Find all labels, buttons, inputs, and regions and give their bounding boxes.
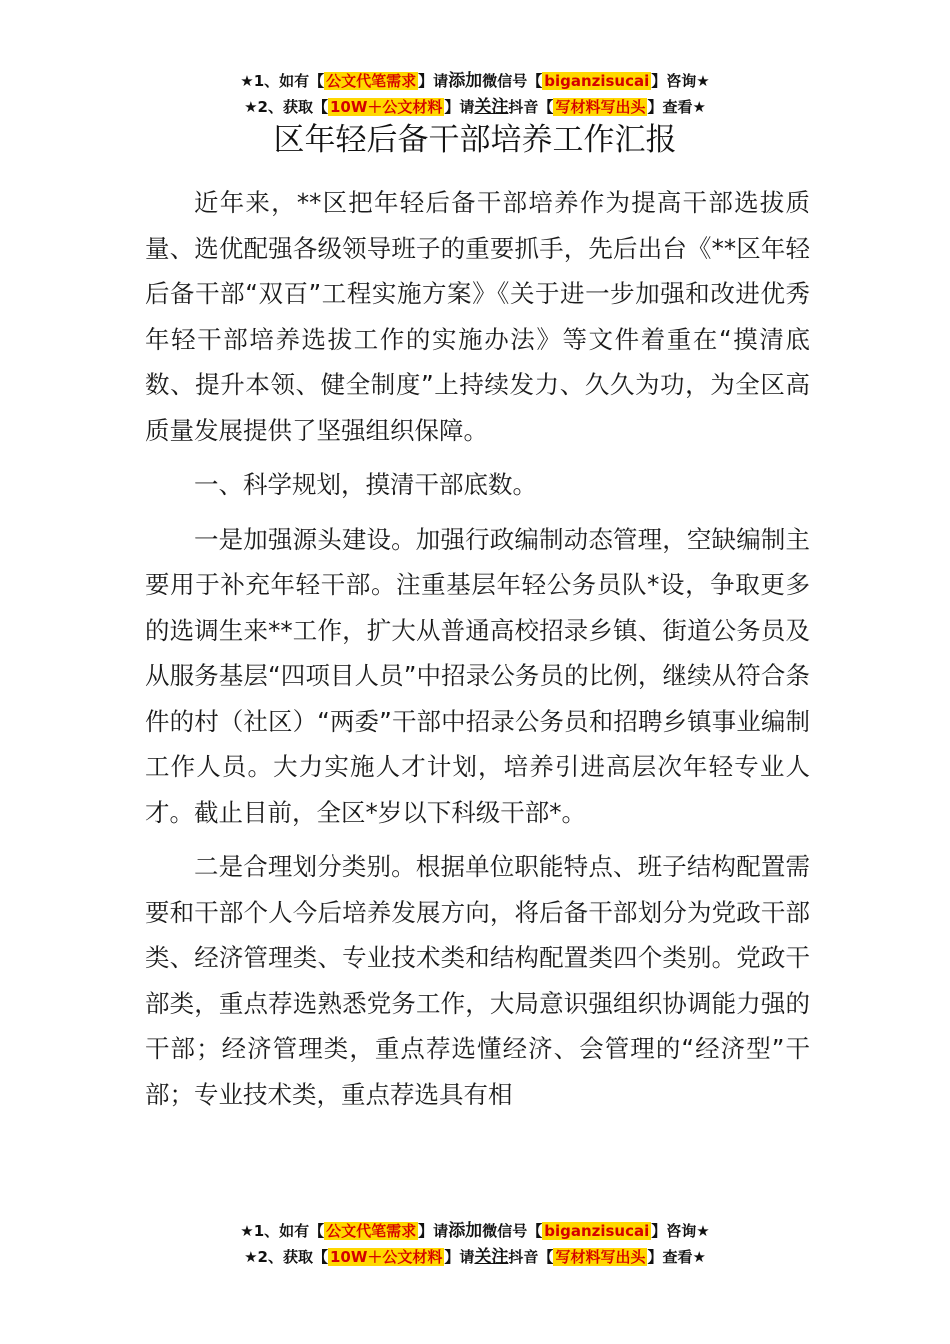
promo-emphasis-add: 添加 — [448, 1221, 483, 1241]
promo-line-1-prefix: ★1、如有【 — [240, 1222, 325, 1240]
promo-line-2-suffix: 】查看★ — [647, 1248, 706, 1266]
promo-highlight-douyin-account: 写材料写出头 — [555, 98, 646, 116]
promo-highlight-wechat-id: biganzisucai — [544, 72, 650, 90]
promo-highlight-materials: 10W＋公文材料 — [329, 98, 443, 116]
promo-line-1-mid2: 微信号【 — [482, 1222, 543, 1240]
paragraph-intro: 近年来，**区把年轻后备干部培养作为提高干部选拔质量、选优配强各级领导班子的重要抓手，先后出台《**区年轻后备干部“双百”工程实施方案》《关于进一步加强和改进优秀年轻干部培养选拔工作的实施办法》等文件着重在“摸清底数、提升本领、健全制度”上持续发力、久久为功，为全区高质量发展提供了坚强组织保障。 — [145, 188, 810, 445]
promo-line-1 — [0, 68, 950, 94]
promo-line-2-prefix: ★2、获取【 — [244, 1248, 328, 1266]
promo-line-1-prefix: ★1、如有【 — [240, 72, 325, 90]
promo-highlight-materials: 10W＋公文材料 — [329, 1248, 443, 1266]
promo-line-1 — [0, 1218, 950, 1244]
promo-highlight-writing-service: 公文代笔需求 — [326, 72, 417, 90]
paragraph-category-division: 二是合理划分类别。根据单位职能特点、班子结构配置需要和干部个人今后培养发展方向，将后备干部划分为党政干部类、经济管理类、专业技术类和结构配置类四个类别。党政干部类，重点荐选熟悉党务工作，大局意识强组织协调能力强的干部；经济管理类，重点荐选懂经济、会管理的“经济型”干部；专业技术类，重点荐选具有相 — [145, 852, 810, 1109]
promo-line-2-mid1: 】请 — [444, 1248, 475, 1266]
promo-line-1-suffix: 】咨询★ — [651, 1222, 710, 1240]
promo-highlight-wechat-id: biganzisucai — [544, 1222, 650, 1240]
promo-line-2-mid2: 抖音【 — [508, 1248, 554, 1266]
promo-banner-bottom — [0, 1218, 950, 1270]
promo-emphasis-follow: 关注 — [474, 1247, 509, 1267]
paragraph-source-building: 一是加强源头建设。加强行政编制动态管理，空缺编制主要用于补充年轻干部。注重基层年轻公务员队*设，争取更多的选调生来**工作，扩大从普通高校招录乡镇、街道公务员及从服务基层“四项目人员”中招录公务员的比例，继续从符合条件的村（社区）“两委”干部中招录公务员和招聘乡镇事业编制工作人员。大力实施人才计划，培养引进高层次年轻专业人才。截止目前，全区*岁以下科级干部*。 — [145, 524, 810, 827]
promo-highlight-writing-service: 公文代笔需求 — [326, 1222, 417, 1240]
promo-emphasis-add: 添加 — [448, 71, 483, 91]
promo-banner-top — [0, 68, 950, 120]
promo-line-2-mid1: 】请 — [444, 98, 475, 116]
promo-emphasis-follow: 关注 — [474, 97, 509, 117]
promo-highlight-douyin-account: 写材料写出头 — [555, 1248, 646, 1266]
document-body — [145, 180, 810, 1126]
promo-line-1-mid1: 】请 — [418, 72, 449, 90]
promo-line-2-suffix: 】查看★ — [647, 98, 706, 116]
document-title: 区年轻后备干部培养工作汇报 — [273, 122, 677, 158]
promo-line-1-mid1: 】请 — [418, 1222, 449, 1240]
section-heading-1: 一、科学规划，摸清干部底数。 — [194, 470, 537, 499]
promo-line-1-mid2: 微信号【 — [482, 72, 543, 90]
promo-line-2 — [0, 1244, 950, 1270]
promo-line-1-suffix: 】咨询★ — [651, 72, 710, 90]
promo-line-2-mid2: 抖音【 — [508, 98, 554, 116]
promo-line-2-prefix: ★2、获取【 — [244, 98, 328, 116]
